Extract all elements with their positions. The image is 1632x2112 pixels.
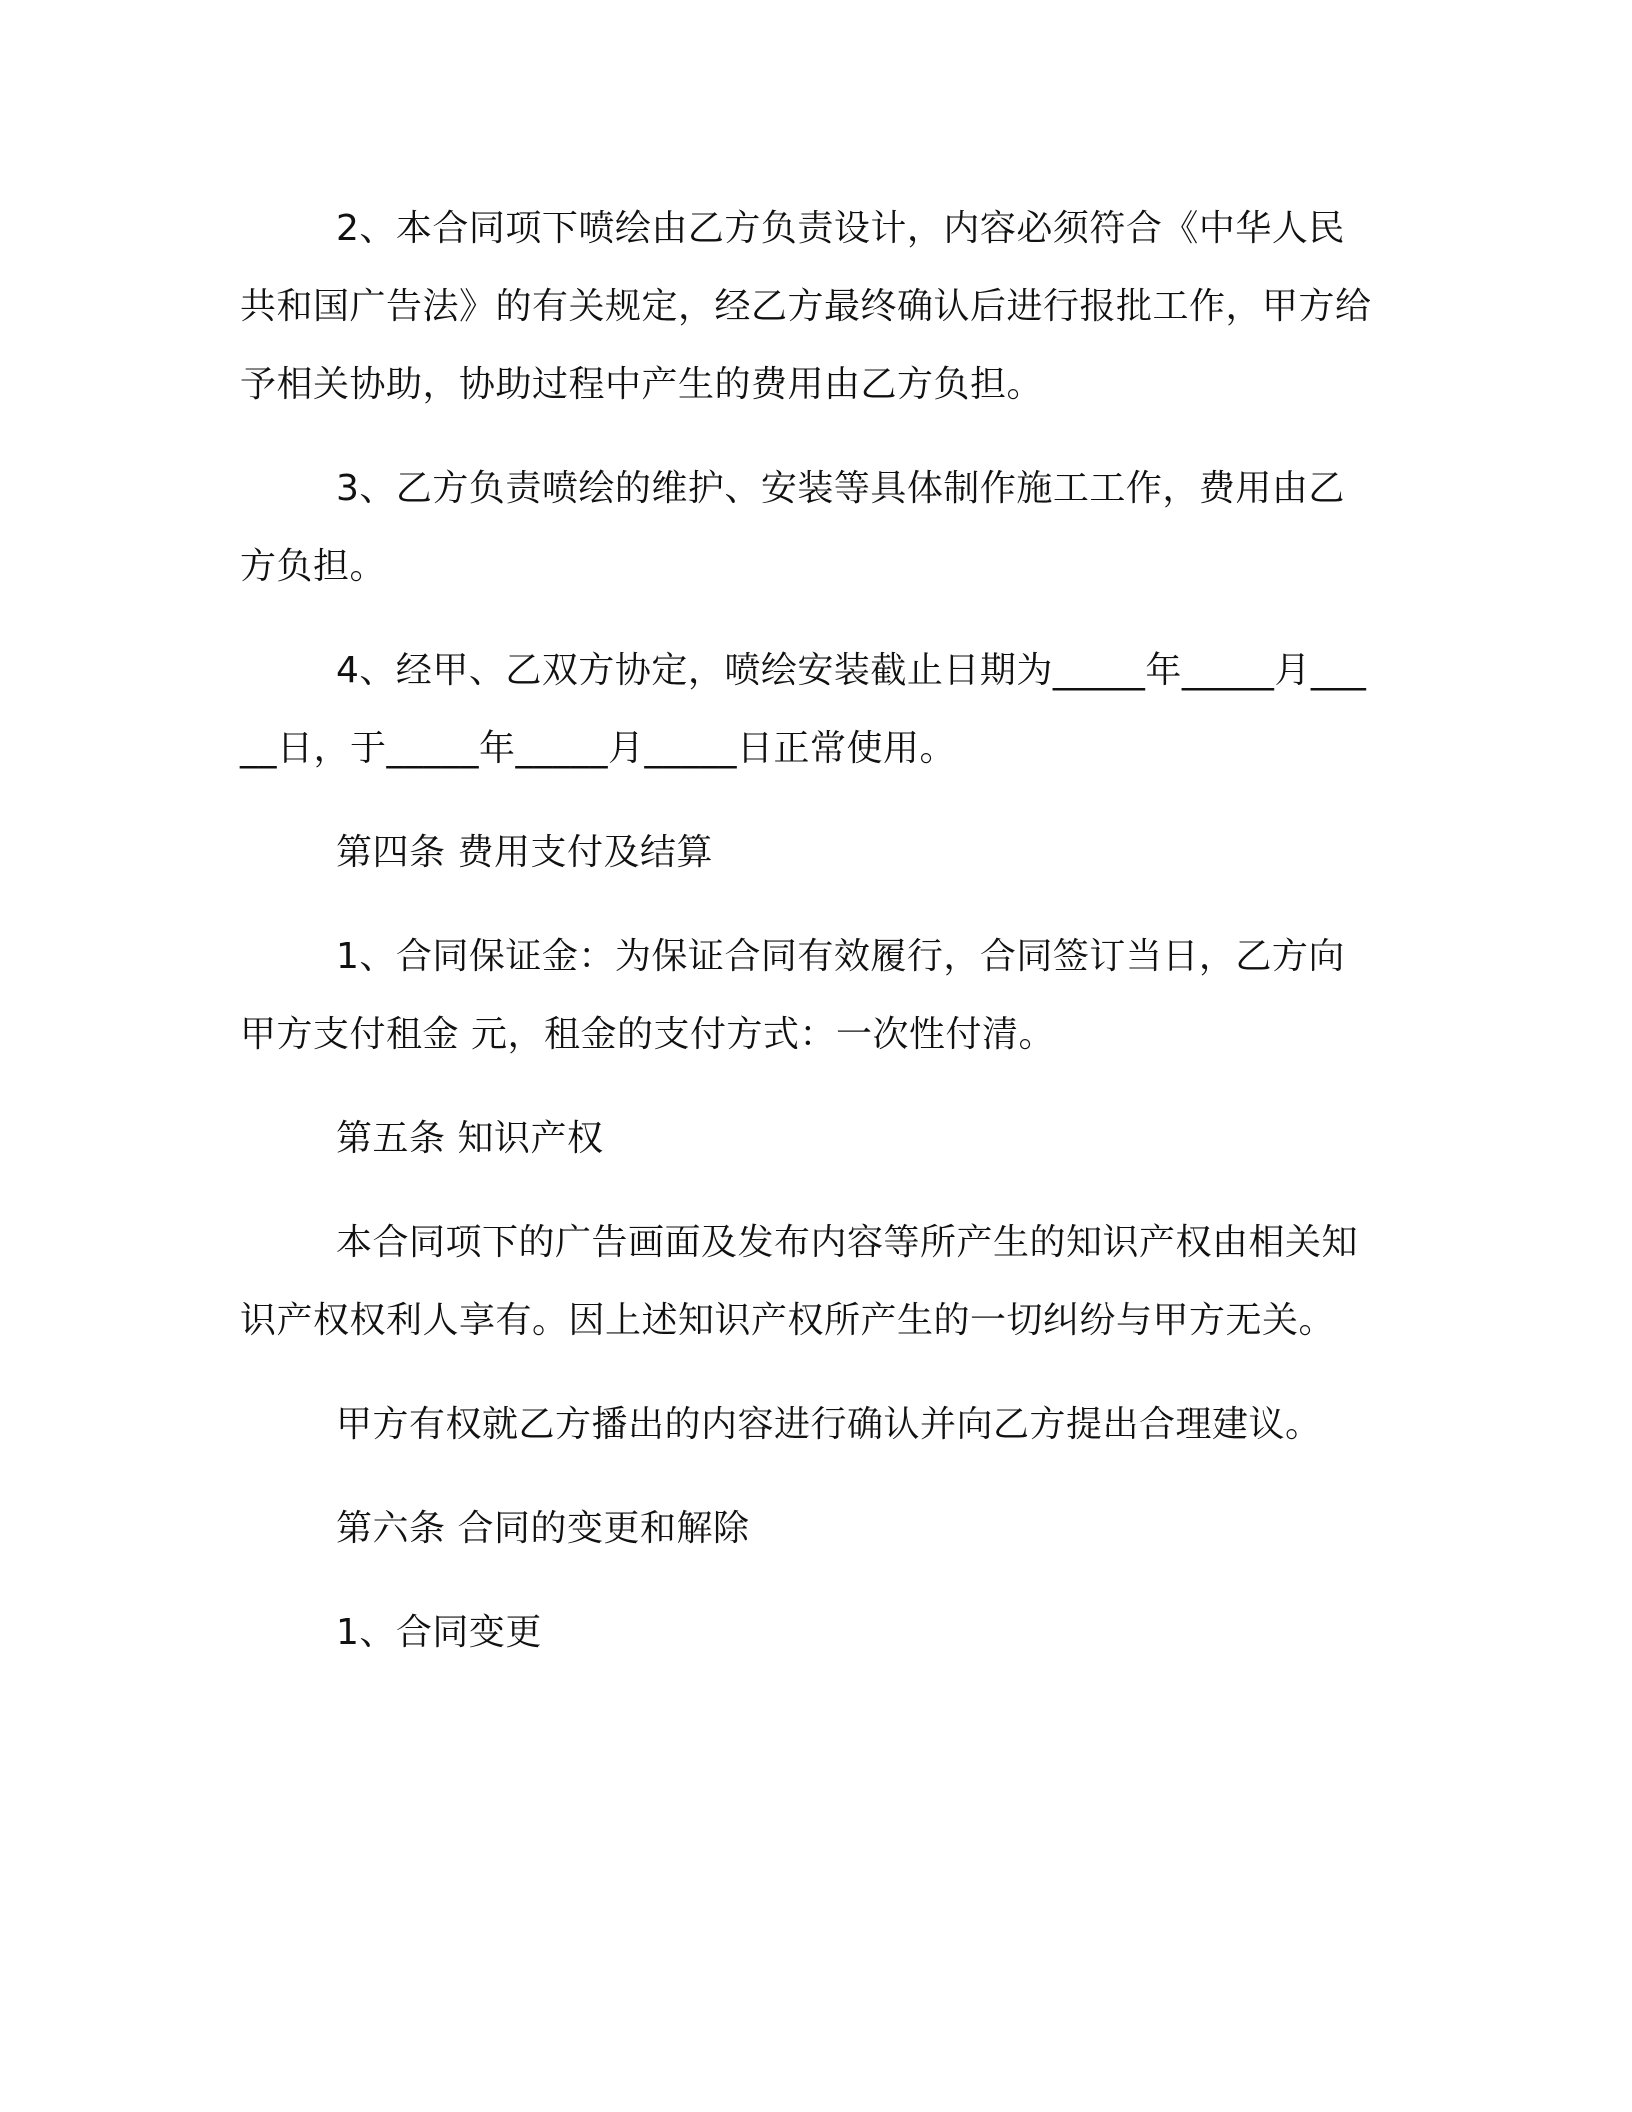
ip-ownership-paragraph: 本合同项下的广告画面及发布内容等所产生的知识产权由相关知识产权权利人享有。因上述知识产权所产生的一切纠纷与甲方无关。 bbox=[240, 1222, 1359, 1341]
article-6-heading: 第六条 合同的变更和解除 bbox=[336, 1508, 750, 1549]
clause-2-design-approval: 2、本合同项下喷绘由乙方负责设计，内容必须符合《中华人民共和国广告法》的有关规定，经乙方最终确认后进行报批工作，甲方给予相关协助，协助过程中产生的费用由乙方负担。 bbox=[240, 208, 1372, 405]
article-4-heading: 第四条 费用支付及结算 bbox=[336, 832, 713, 873]
clause-3-maintenance: 3、乙方负责喷绘的维护、安装等具体制作施工工作，费用由乙方负担。 bbox=[240, 468, 1345, 587]
clause-1-contract-change: 1、合同变更 bbox=[336, 1612, 542, 1653]
clause-4-deadline: 4、经甲、乙双方协定，喷绘安装截止日期为_____年_____月_____日，于_____年_____月_____日正常使用。 bbox=[240, 650, 1367, 769]
article-5-heading: 第五条 知识产权 bbox=[336, 1118, 604, 1159]
content-confirmation-paragraph: 甲方有权就乙方播出的内容进行确认并向乙方提出合理建议。 bbox=[336, 1404, 1322, 1445]
document-body bbox=[240, 190, 1380, 1698]
clause-1-deposit: 1、合同保证金：为保证合同有效履行，合同签订当日，乙方向甲方支付租金 元，租金的支付方式：一次性付清。 bbox=[240, 936, 1345, 1055]
